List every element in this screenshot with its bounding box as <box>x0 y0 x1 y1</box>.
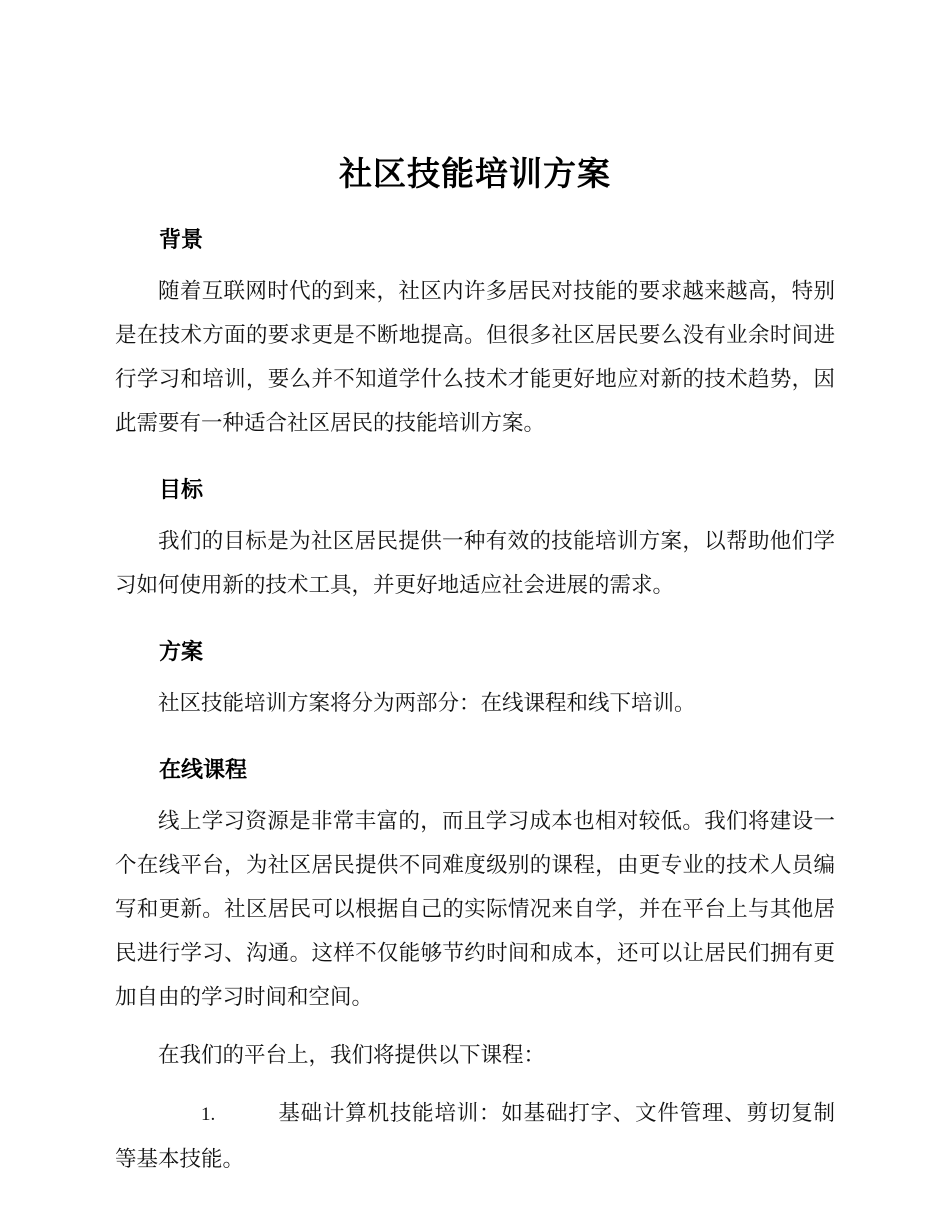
paragraph: 社区技能培训方案将分为两部分：在线课程和线下培训。 <box>158 691 696 715</box>
paragraph: 随着互联网时代的到来，社区内许多居民对技能的要求越来越高，特别是在技术方面的要求更是不断地提高。但很多社区居民要么没有业余时间进行学习和培训，要么并不知道学什么技术才能更好地应对新的技术趋势，因此需要有一种适合社区居民的技能培训方案。 <box>115 279 835 435</box>
list-number: 1. <box>201 1104 216 1125</box>
section-heading-goal: 目标 <box>159 477 204 502</box>
paragraph: 线上学习资源是非常丰富的，而且学习成本也相对较低。我们将建设一个在线平台，为社区居民提供不同难度级别的课程，由更专业的技术人员编写和更新。社区居民可以根据自己的实际情况来自学，并在平台上与其他居民进行学习、沟通。这样不仅能够节约时间和成本，还可以让居民们拥有更加自由的学习时间和空间。 <box>115 809 835 1009</box>
document-title: 社区技能培训方案 <box>339 155 611 192</box>
paragraph: 我们的目标是为社区居民提供一种有效的技能培训方案，以帮助他们学习如何使用新的技术工具，并更好地适应社会进展的需求。 <box>115 529 835 597</box>
list-item <box>115 1091 835 1181</box>
section-heading-background: 背景 <box>159 227 204 252</box>
list-item-text: 基础计算机技能培训：如基础打字、文件管理、剪切复制等基本技能。 <box>115 1101 835 1171</box>
paragraph: 在我们的平台上，我们将提供以下课程： <box>158 1043 546 1067</box>
section-heading-online-courses: 在线课程 <box>159 757 248 782</box>
section-heading-plan: 方案 <box>159 639 204 664</box>
